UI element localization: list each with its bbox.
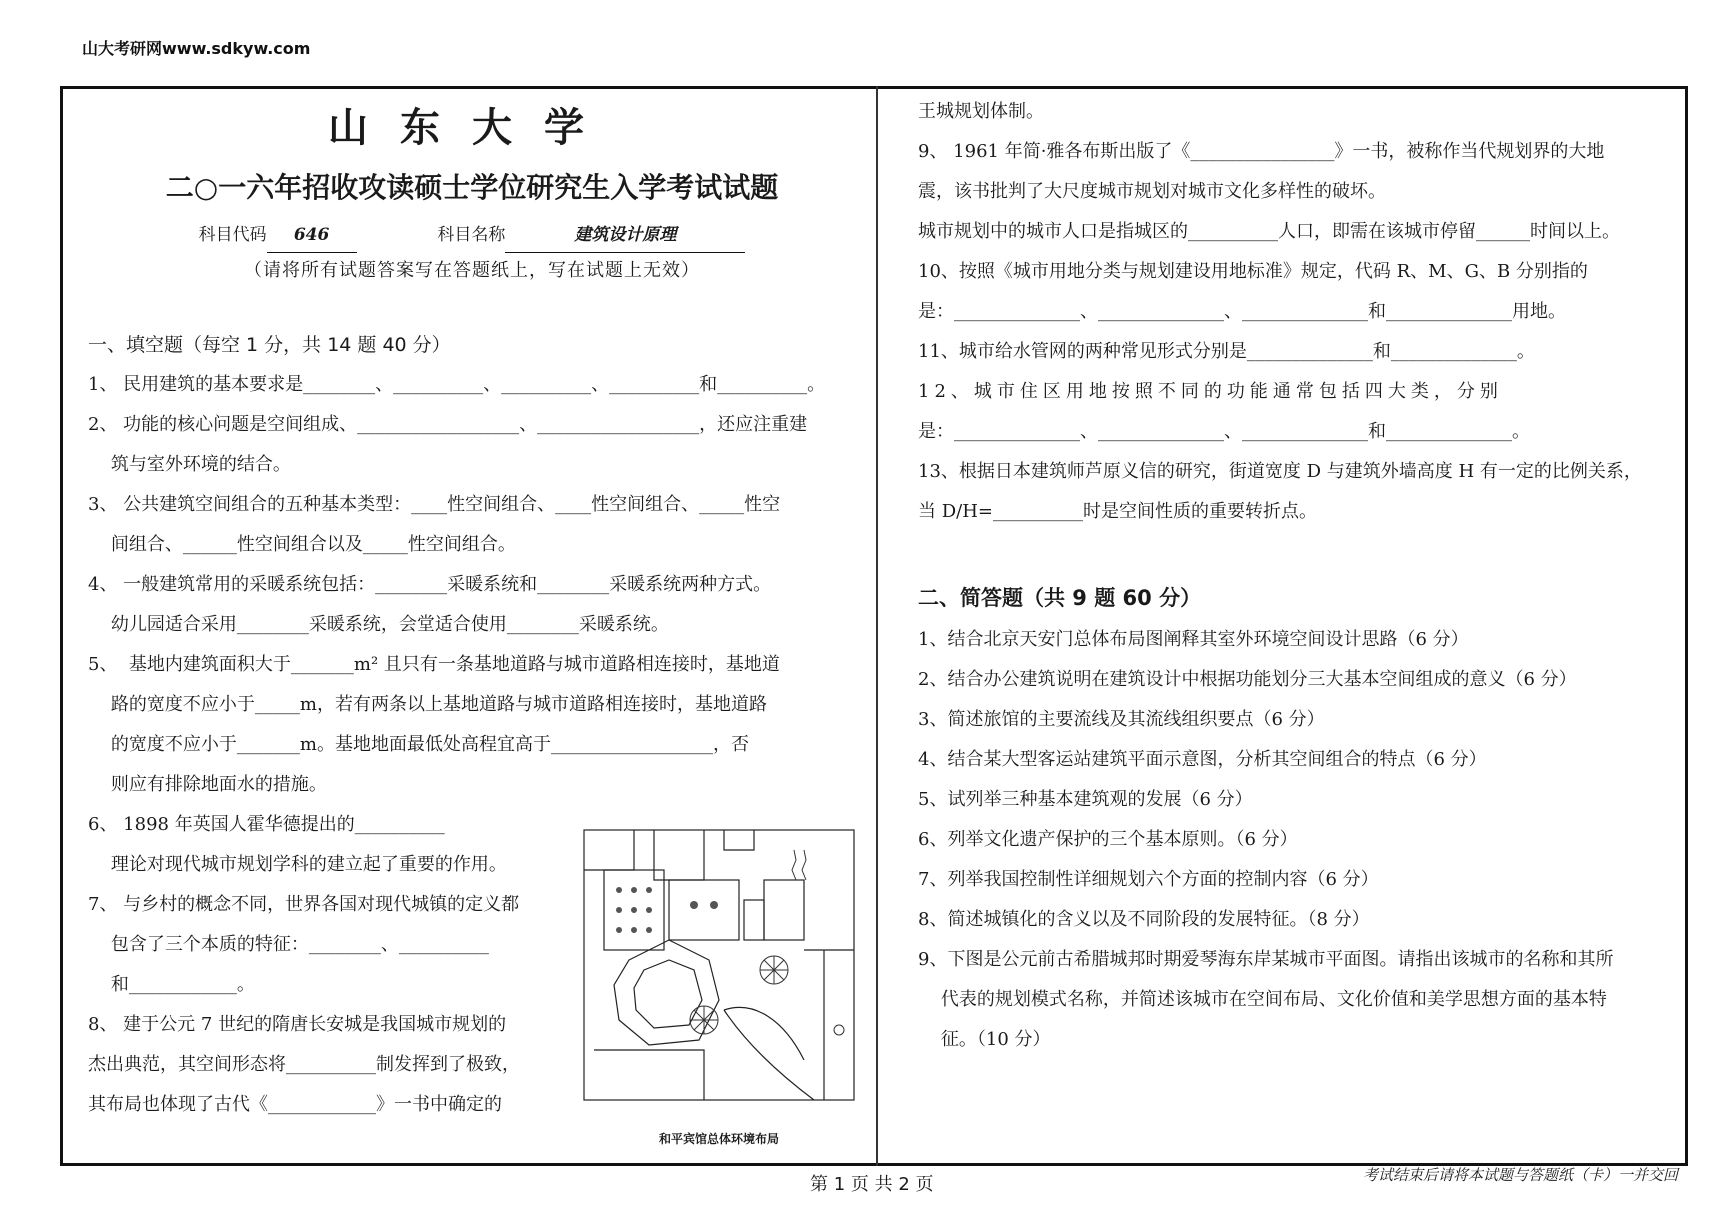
question-4b: 幼儿园适合采用________采暖系统，会堂适合使用________采暖系统。 [88,614,669,635]
question-8b: 杰出典范，其空间形态将__________制发挥到了极致， [88,1054,520,1075]
short-answer-3: 3、简述旅馆的主要流线及其流线组织要点（6 分） [918,709,1325,730]
question-2a: 2、 功能的核心问题是空间组成、__________________、__________________，还应注重建 [88,414,808,435]
question-9a: 9、 1961 年简·雅各布斯出版了《________________》一书，被称作当代规划界的大地 [918,141,1605,162]
subject-name-label: 科目名称 [437,225,506,245]
question-1: 1、 民用建筑的基本要求是________、__________、__________、__________和__________。 [88,374,826,395]
section1-title: 一、填空题（每空 1 分，共 14 题 40 分） [88,334,451,356]
short-answer-8: 8、简述城镇化的含义以及不同阶段的发展特征。（8 分） [918,909,1370,930]
short-answer-1: 1、结合北京天安门总体布局图阐释其室外环境空间设计思路（6 分） [918,629,1469,650]
question-10b: 是：______________、______________、______________和______________用地。 [918,301,1566,322]
question-12a: 12、城市住区用地按照不同的功能通常包括四大类，分别 [918,381,1503,402]
question-8d: 王城规划体制。 [918,101,1044,122]
question-6a: 6、 1898 年英国人霍华德提出的__________ [88,814,445,835]
question-8a: 8、 建于公元 7 世纪的隋唐长安城是我国城市规划的 [88,1014,507,1035]
question-8c: 其布局也体现了古代《____________》一书中确定的 [88,1094,502,1115]
question-5a: 5、 基地内建筑面积大于_______m² 且只有一条基地道路与城市道路相连接时，基地道 [88,654,780,675]
question-7b: 包含了三个本质的特征：________、__________ [88,934,489,955]
question-9c: 城市规划中的城市人口是指城区的__________人口，即需在该城市停留______时间以上。 [918,221,1620,242]
question-5d: 则应有排除地面水的措施。 [88,774,327,795]
question-13a: 13、根据日本建筑师芦原义信的研究，街道宽度 D 与建筑外墙高度 H 有一定的比例关系， [918,461,1642,482]
subject-meta [88,218,856,253]
short-answer-4: 4、结合某大型客运站建筑平面示意图，分析其空间组合的特点（6 分） [918,749,1487,770]
exam-title: 二○一六年招收攻读硕士学位研究生入学考试试题 [165,171,779,204]
question-9b: 震，该书批判了大尺度城市规划对城市文化多样性的破坏。 [918,181,1386,202]
university-title: 山东大学 [328,104,616,151]
short-answer-2: 2、结合办公建筑说明在建筑设计中根据功能划分三大基本空间组成的意义（6 分） [918,669,1577,690]
question-7a: 7、 与乡村的概念不同，世界各国对现代城镇的定义都 [88,894,520,915]
question-4a: 4、 一般建筑常用的采暖系统包括：________采暖系统和________采暖系统两种方式。 [88,574,772,595]
short-answer-6: 6、列举文化遗产保护的三个基本原则。（6 分） [918,829,1298,850]
subject-code-value: 646 [267,218,357,253]
section2-title: 二、简答题（共 9 题 60 分） [918,586,1202,610]
question-12b: 是：______________、______________、______________和______________。 [918,421,1530,442]
answer-instruction: （请将所有试题答案写在答题纸上，写在试题上无效） [244,260,700,281]
question-6b: 理论对现代城市规划学科的建立起了重要的作用。 [88,854,507,875]
question-2b: 筑与室外环境的结合。 [88,454,291,475]
subject-name-value: 建筑设计原理 [505,218,745,253]
site-watermark-label: 山大考研网www.sdkyw.com [82,39,311,58]
site-plan-figure [574,810,864,1120]
question-3b: 间组合、______性空间组合以及_____性空间组合。 [88,534,516,555]
short-answer-9b: 代表的规划模式名称，并简述该城市在空间布局、文化价值和美学思想方面的基本特 [918,989,1607,1010]
short-answer-7: 7、列举我国控制性详细规划六个方面的控制内容（6 分） [918,869,1379,890]
question-11: 11、城市给水管网的两种常见形式分别是______________和______________。 [918,341,1535,362]
right-column [918,92,1680,1060]
question-13b: 当 D/H=__________时是空间性质的重要转折点。 [918,501,1317,522]
short-answer-9c: 征。（10 分） [918,1029,1051,1050]
short-answer-5: 5、试列举三种基本建筑观的发展（6 分） [918,789,1253,810]
column-divider [876,86,878,1166]
question-3a: 3、 公共建筑空间组合的五种基本类型：____性空间组合、____性空间组合、_____性空 [88,494,781,515]
question-5c: 的宽度不应小于_______m。基地地面最低处高程宜高于__________________，否 [88,734,749,755]
subject-code-label: 科目代码 [198,225,267,245]
page-number: 第 1 页 共 2 页 [810,1174,934,1195]
question-10a: 10、按照《城市用地分类与规划建设用地标准》规定，代码 R、M、G、B 分别指的 [918,261,1588,282]
return-instruction: 考试结束后请将本试题与答题纸（卡）一并交回 [1362,1166,1678,1184]
question-5b: 路的宽度不应小于_____m，若有两条以上基地道路与城市道路相连接时，基地道路 [88,694,767,715]
question-7c: 和____________。 [88,974,255,995]
figure-caption: 和平宾馆总体环境布局 [658,1132,779,1146]
short-answer-9a: 9、下图是公元前古希腊城邦时期爱琴海东岸某城市平面图。请指出该城市的名称和其所 [918,949,1614,970]
